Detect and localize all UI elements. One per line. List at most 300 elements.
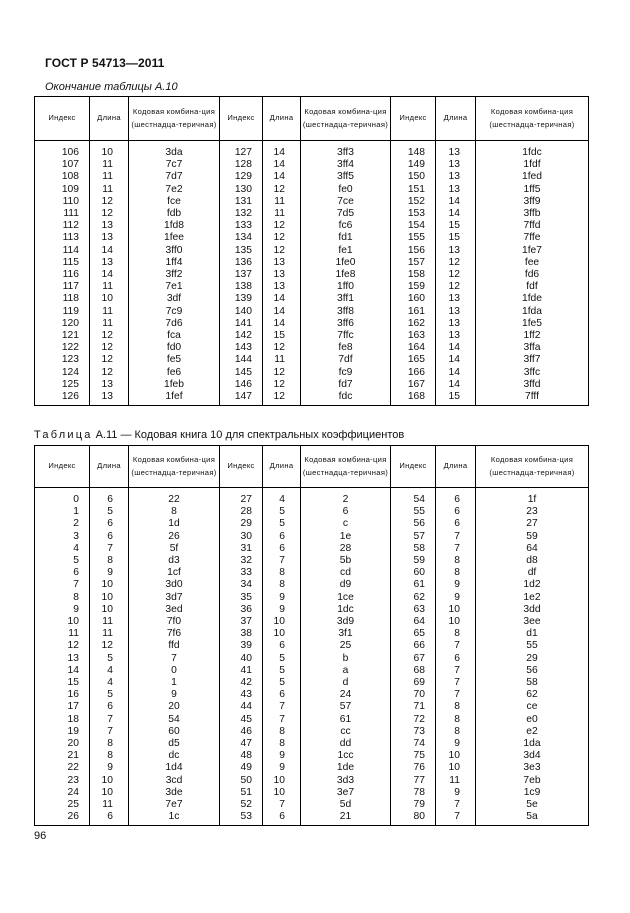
table-cell: 24 [301,689,391,701]
table-cell: ce [476,701,589,713]
table-cell: 8 [263,726,301,738]
table-cell: 6 [90,811,129,826]
table-cell: 11 [90,171,129,183]
table-cell: 117 [35,281,90,293]
table-cell: 14 [90,269,129,281]
table-cell: 13 [90,220,129,232]
table-cell: 0 [129,665,220,677]
table-row [35,567,589,579]
table-cell: 80 [391,811,436,826]
table-row [35,506,589,518]
table-cell: 9 [263,762,301,774]
table-row [35,677,589,689]
table-cell: 8 [436,567,476,579]
table-cell: 3df [129,293,220,305]
table-cell: 8 [263,579,301,591]
table-cell: 13 [35,653,90,665]
table-cell: 158 [391,269,436,281]
table-row [35,689,589,701]
document-header: ГОСТ Р 54713—2011 [45,56,165,70]
table-cell: 14 [90,245,129,257]
table-cell: 144 [220,354,263,366]
table-cell: 8 [263,567,301,579]
table-cell: fd6 [476,269,589,281]
table-cell: 8 [35,592,90,604]
table-cell: 62 [476,689,589,701]
column-header: Длина [263,446,301,488]
table-cell: 7 [263,555,301,567]
table-cell: 7eb [476,775,589,787]
table-cell: 1fe0 [301,257,391,269]
table-cell: 6 [263,640,301,652]
table-cell: 7d6 [129,318,220,330]
table-cell: 11 [90,318,129,330]
table-cell: 7 [436,689,476,701]
table-cell: 11 [90,184,129,196]
column-header: Индекс [391,446,436,488]
table-cell: 31 [220,543,263,555]
table-cell: 10 [90,141,129,160]
table-cell: 157 [391,257,436,269]
table-cell: 16 [35,689,90,701]
table-cell: 12 [90,354,129,366]
table-cell: 1 [129,677,220,689]
column-header: Кодовая комбина-ция (шестнадца-теричная) [476,446,589,488]
table-cell: 1e [301,531,391,543]
table-row [35,367,589,379]
table-cell: 9 [35,604,90,616]
table-cell: 107 [35,159,90,171]
table-cell: 6 [90,701,129,713]
table-cell: 1fef [129,391,220,406]
table-cell: 57 [391,531,436,543]
table-cell: ffd [129,640,220,652]
table-cell: 12 [90,196,129,208]
table-cell: 23 [476,506,589,518]
table-cell: 11 [263,196,301,208]
table-cell: 25 [301,640,391,652]
table-cell: 3ff6 [301,318,391,330]
table-cell: 5e [476,799,589,811]
table-cell: 135 [220,245,263,257]
table-cell: 8 [129,506,220,518]
table-cell: 1fe7 [476,245,589,257]
table-cell: 108 [35,171,90,183]
table-cell: 168 [391,391,436,406]
table-cell: 7 [35,579,90,591]
column-header: Кодовая комбина-ция (шестнадца-теричная) [476,97,589,141]
table-cell: 132 [220,208,263,220]
table-row [35,616,589,628]
table-cell: 129 [220,171,263,183]
table-cell: 1f [476,488,589,507]
table-cell: 7 [436,640,476,652]
table-cell: 1fee [129,232,220,244]
table-cell: 48 [220,750,263,762]
table-cell: 7 [129,653,220,665]
table-cell: 13 [90,232,129,244]
table-cell: 7 [263,714,301,726]
table-cell: 33 [220,567,263,579]
table-cell: 72 [391,714,436,726]
table-cell: 28 [301,543,391,555]
table-cell: 67 [391,653,436,665]
table-row [35,518,589,530]
table-cell: 8 [90,555,129,567]
table-cell: 145 [220,367,263,379]
table-cell: 5b [301,555,391,567]
table-cell: fc9 [301,367,391,379]
table-row [35,592,589,604]
table-row [35,714,589,726]
table-cell: 153 [391,208,436,220]
table-cell: 149 [391,159,436,171]
table-cell: 13 [436,330,476,342]
table-cell: 122 [35,342,90,354]
table-cell: 64 [476,543,589,555]
table-cell: 3ee [476,616,589,628]
table-cell: 13 [436,159,476,171]
table-cell: 128 [220,159,263,171]
table-cell: 116 [35,269,90,281]
table-cell: 3ff4 [301,159,391,171]
table-cell: 62 [391,592,436,604]
table-cell: 3ff3 [301,141,391,160]
table-cell: 54 [391,488,436,507]
table-cell: 27 [476,518,589,530]
table-cell: 14 [436,379,476,391]
table-cell: fd0 [129,342,220,354]
table-cell: fc6 [301,220,391,232]
table-cell: 148 [391,141,436,160]
table-cell: 5f [129,543,220,555]
table-cell: df [476,567,589,579]
table-cell: 156 [391,245,436,257]
table-cell: 8 [90,738,129,750]
table-cell: 69 [391,677,436,689]
table-cell: fd1 [301,232,391,244]
table-cell: 7 [436,531,476,543]
table-cell: 10 [90,787,129,799]
table-cell: 7 [436,799,476,811]
table-cell: 6 [90,531,129,543]
table-cell: 11 [90,616,129,628]
page-number: 96 [34,830,47,842]
table-cell: 11 [90,799,129,811]
table-cell: 7ffc [301,330,391,342]
table-cell: 3ff0 [129,245,220,257]
table-cell: 3ff9 [476,196,589,208]
table-cell: 3cd [129,775,220,787]
table-cell: 14 [263,306,301,318]
table-cell: 59 [391,555,436,567]
table-cell: 10 [436,762,476,774]
table-cell: 130 [220,184,263,196]
table-cell: 7df [301,354,391,366]
table-cell: 12 [436,269,476,281]
table-cell: 1fed [476,171,589,183]
table-cell: 7 [263,799,301,811]
table-cell: 7e2 [129,184,220,196]
table-cell: 10 [436,604,476,616]
table-row [35,220,589,232]
table-cell: 11 [35,628,90,640]
table-cell: 40 [220,653,263,665]
table-cell: fe6 [129,367,220,379]
table-cell: 15 [436,220,476,232]
table-cell: 12 [90,208,129,220]
table-cell: 1fdf [476,159,589,171]
table-cell: 7 [263,701,301,713]
table-cell: 1ce [301,592,391,604]
table-row [35,257,589,269]
table-cell: 15 [35,677,90,689]
table-cell: 71 [391,701,436,713]
table-cell: 114 [35,245,90,257]
table-cell: 12 [263,367,301,379]
table-cell: 125 [35,379,90,391]
table-cell: c [301,518,391,530]
table-row [35,342,589,354]
table-cell: 29 [220,518,263,530]
table-cell: 11 [263,354,301,366]
table-cell: 7ce [301,196,391,208]
table-cell: 9 [263,604,301,616]
table-cell: fe0 [301,184,391,196]
table-cell: 119 [35,306,90,318]
table-cell: 162 [391,318,436,330]
table-cell: 51 [220,787,263,799]
table-cell: 1fe5 [476,318,589,330]
table-cell: 167 [391,379,436,391]
table-cell: 70 [391,689,436,701]
table-cell: 17 [35,701,90,713]
table-cell: 26 [35,811,90,826]
table-cell: cd [301,567,391,579]
table-cell: 13 [436,171,476,183]
table-cell: 55 [476,640,589,652]
table-cell: 13 [90,379,129,391]
column-header: Индекс [35,97,90,141]
table-cell: 3ff1 [301,293,391,305]
table-cell: 7ffd [476,220,589,232]
table-cell: 1 [35,506,90,518]
table-cell: 150 [391,171,436,183]
table-cell: 61 [391,579,436,591]
table-cell: 1dc [301,604,391,616]
table-cell: 139 [220,293,263,305]
table-cell: 57 [301,701,391,713]
table-cell: 12 [90,367,129,379]
table-cell: 55 [391,506,436,518]
table-cell: 37 [220,616,263,628]
table-cell: 14 [436,354,476,366]
table-cell: 7d5 [301,208,391,220]
table-row [35,811,589,826]
table-cell: 12 [90,342,129,354]
table-cell: 8 [436,628,476,640]
table-cell: 10 [35,616,90,628]
table-cell: fd7 [301,379,391,391]
table-cell: 7c9 [129,306,220,318]
table-cell: 6 [436,518,476,530]
table-cell: 1cf [129,567,220,579]
table-cell: 10 [263,787,301,799]
table-row [35,604,589,616]
table-cell: fee [476,257,589,269]
table-cell: 4 [90,677,129,689]
table-cell: fdb [129,208,220,220]
table-cell: 5 [263,653,301,665]
table-cell: 15 [263,330,301,342]
table-cell: 23 [35,775,90,787]
table-cell: 12 [263,379,301,391]
table-cell: 13 [436,141,476,160]
table-cell: 6 [263,811,301,826]
table-cell: 6 [263,531,301,543]
table-cell: 5 [263,665,301,677]
table-cell: 10 [263,616,301,628]
table-cell: 30 [220,531,263,543]
table-row [35,354,589,366]
table-header-row [35,446,589,488]
table-row [35,775,589,787]
table-row [35,555,589,567]
table-cell: 52 [220,799,263,811]
table-cell: 5 [90,689,129,701]
table-cell: d8 [476,555,589,567]
table-cell: 8 [436,555,476,567]
column-header: Кодовая комбина-ция (шестнадца-теричная) [301,97,391,141]
table-cell: 3d4 [476,750,589,762]
table-cell: e0 [476,714,589,726]
table-cell: 21 [301,811,391,826]
column-header: Длина [436,97,476,141]
table-cell: 5 [263,506,301,518]
table-a11 [34,445,589,826]
table-cell: 3dd [476,604,589,616]
table-cell: 123 [35,354,90,366]
table-cell: 7fff [476,391,589,406]
table-cell: 21 [35,750,90,762]
table-cell: 38 [220,628,263,640]
table-cell: 61 [301,714,391,726]
table-cell: 13 [436,306,476,318]
table-header-row [35,97,589,141]
table-cell: 10 [90,775,129,787]
table-cell: 8 [263,738,301,750]
table-cell: 32 [220,555,263,567]
table-cell: 45 [220,714,263,726]
table-cell: 14 [263,293,301,305]
table-cell: 12 [263,232,301,244]
table-row [35,628,589,640]
table-cell: 9 [436,787,476,799]
column-header: Индекс [35,446,90,488]
table-cell: 7 [436,677,476,689]
table-cell: 1ff4 [129,257,220,269]
table-cell: 3ff5 [301,171,391,183]
table-cell: 4 [35,543,90,555]
table-cell: 7ffe [476,232,589,244]
table-cell: 12 [436,257,476,269]
table-cell: 39 [220,640,263,652]
table-cell: 8 [436,726,476,738]
table-cell: 13 [436,245,476,257]
table-cell: 34 [220,579,263,591]
table-row [35,726,589,738]
table-cell: 146 [220,379,263,391]
table-cell: 15 [436,232,476,244]
table-cell: 9 [436,738,476,750]
table-cell: 13 [90,257,129,269]
table-cell: 164 [391,342,436,354]
table-cell: 11 [90,159,129,171]
table-cell: 6 [263,689,301,701]
table-row [35,531,589,543]
table-row [35,799,589,811]
table-cell: 9 [90,567,129,579]
table-cell: 127 [220,141,263,160]
table-row [35,159,589,171]
table-row [35,379,589,391]
table-cell: 1d [129,518,220,530]
table-cell: 5 [263,677,301,689]
table-cell: 68 [391,665,436,677]
table-cell: 65 [391,628,436,640]
table-cell: 120 [35,318,90,330]
table-cell: 3f1 [301,628,391,640]
table-cell: 24 [35,787,90,799]
table-cell: 7c7 [129,159,220,171]
table-cell: 161 [391,306,436,318]
column-header: Индекс [391,97,436,141]
table-cell: 11 [263,208,301,220]
table-cell: 147 [220,391,263,406]
table-cell: e2 [476,726,589,738]
table-row [35,787,589,799]
table-cell: 4 [263,488,301,507]
table-cell: fe8 [301,342,391,354]
table-row [35,543,589,555]
table-cell: 3ffb [476,208,589,220]
table-cell: 9 [436,592,476,604]
table-row [35,306,589,318]
table-cell: 115 [35,257,90,269]
table-cell: 13 [436,318,476,330]
table-cell: 11 [90,281,129,293]
table-cell: 15 [436,391,476,406]
table-cell: 12 [35,640,90,652]
table-cell: fe1 [301,245,391,257]
table-cell: 10 [263,628,301,640]
table-row [35,701,589,713]
table-cell: 1da [476,738,589,750]
table-cell: 6 [436,488,476,507]
table-cell: 12 [263,220,301,232]
table-row [35,391,589,406]
table-row [35,318,589,330]
table-cell: 13 [436,293,476,305]
table-cell: 9 [436,579,476,591]
table-cell: 12 [263,245,301,257]
table-cell: 5 [35,555,90,567]
table-cell: 1feb [129,379,220,391]
table-cell: 109 [35,184,90,196]
table-cell: 1fda [476,306,589,318]
table-cell: 54 [129,714,220,726]
table-cell: 6 [436,506,476,518]
